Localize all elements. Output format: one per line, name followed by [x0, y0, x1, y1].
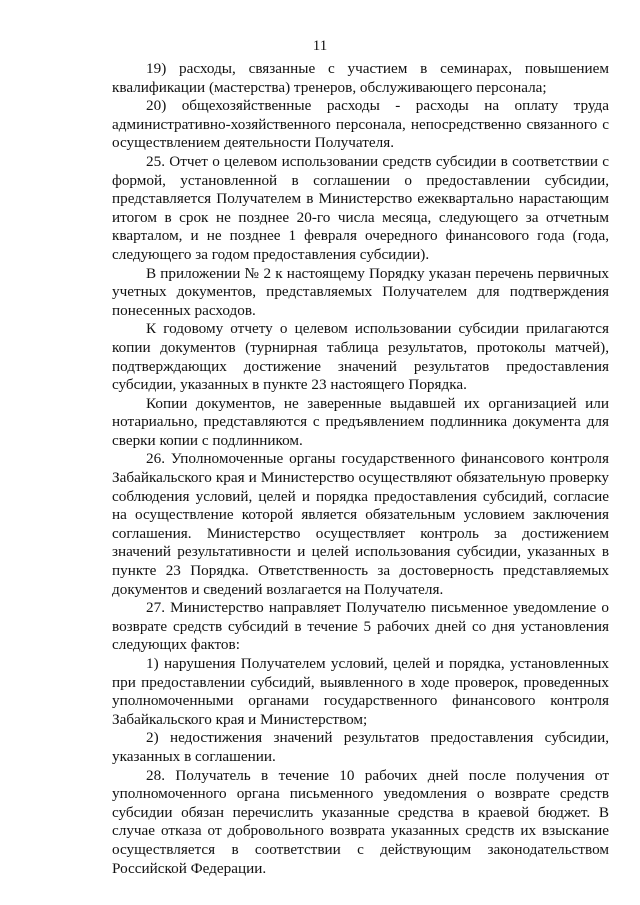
paragraph-copies: Копии документов, не заверенные выдавшей их организацией или нотариально, представляются с предъявлением подлинника документа для сверки копии с подлинником. — [112, 394, 609, 449]
paragraph-item-20: 20) общехозяйственные расходы - расходы на оплату труда административно-хозяйственного персонала, непосредственно связанного с осуществлением деятельности Получателя. — [112, 97, 609, 152]
paragraph-27-item-1: 1) нарушения Получателем условий, целей и порядка, установленных при предоставлении субсидий, выявленного в ходе проверок, проведенных уполномоченными органами государственного финансового контроля Забайкальского края и Министерством; — [112, 655, 609, 728]
paragraph-25: 25. Отчет о целевом использовании средств субсидии в соответствии с формой, установленной в соглашении о предоставлении субсидии, представляется Получателем в Министерство ежеквартально нарастающим итогом в срок не позднее 20-го числа месяца, следующего за отчетным кварталом, и не позднее 1 февраля очередного финансового года (года, следующего за годом предоставления субсидии). — [112, 152, 609, 263]
page-number: 11 — [312, 38, 328, 54]
paragraph-annual-report: К годовому отчету о целевом использовании субсидии прилагаются копии документов (турнирная таблица результатов, протоколы матчей), подтверждающих достижение значений результатов предоставления субсидии, указанных в пункте 23 настоящего Порядка. — [112, 320, 609, 394]
paragraph-item-19: 19) расходы, связанные с участием в семинарах, повышением квалификации (мастерства) тренеров, обслуживающего персонала; — [112, 60, 609, 96]
paragraph-27-item-2: 2) недостижения значений результатов предоставления субсидии, указанных в соглашении. — [112, 729, 609, 765]
paragraph-27: 27. Министерство направляет Получателю письменное уведомление о возврате средств субсидий в течение 5 рабочих дней со дня установления следующих фактов: — [112, 599, 609, 654]
document-body — [112, 60, 609, 878]
paragraph-appendix-2: В приложении № 2 к настоящему Порядку указан перечень первичных учетных документов, представляемых Получателем для подтверждения понесенных расходов. — [112, 264, 609, 319]
paragraph-26: 26. Уполномоченные органы государственного финансового контроля Забайкальского края и Министерство осуществляют обязательную проверку соблюдения условий, целей и порядка предоставления субсидий, согласие на осуществление которой является обязательным условием заключения соглашения. Министерство осуществляет контроль за достижением значений результативности и целей использования субсидии, указанных в пункте 23 Порядка. Ответственность за достоверность представляемых документов и сведений возлагается на Получателя. — [112, 450, 609, 598]
paragraph-28: 28. Получатель в течение 10 рабочих дней после получения от уполномоченного органа письменного уведомления о возврате средств субсидии обязан перечислить указанные средства в краевой бюджет. В случае отказа от добровольного возврата указанных средств их взыскание осуществляется в соответствии с действующим законодательством Российской Федерации. — [112, 766, 609, 877]
